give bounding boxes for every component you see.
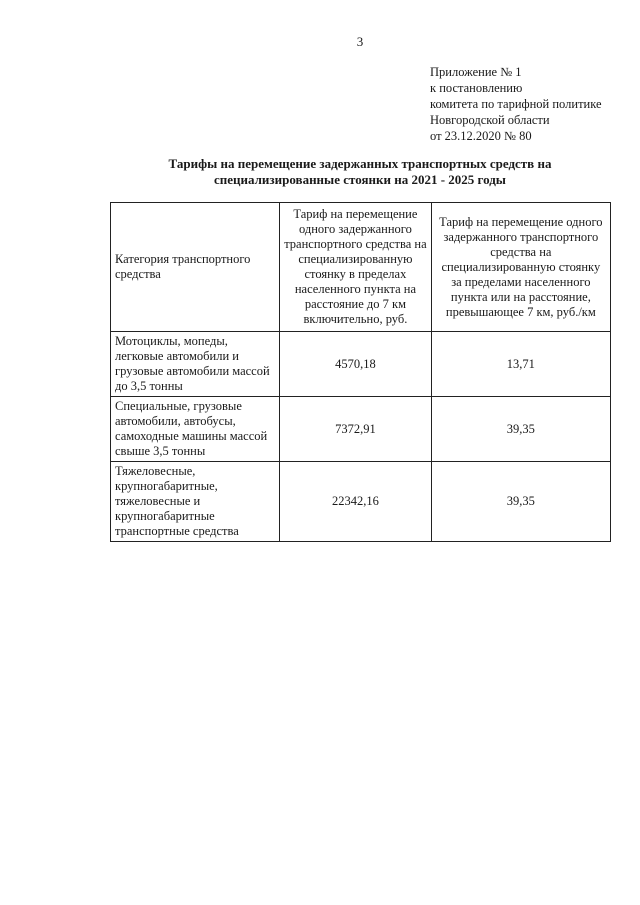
- cell-outside: 13,71: [431, 332, 610, 397]
- cell-outside: 39,35: [431, 397, 610, 462]
- header-category: Категория транспортного средства: [111, 203, 280, 332]
- table-row: [111, 462, 611, 542]
- cell-within: 4570,18: [280, 332, 432, 397]
- appendix-line: Новгородской области: [430, 113, 550, 127]
- table-header-row: [111, 203, 611, 332]
- cell-category: Мотоциклы, мопеды, легковые автомобили и грузовые автомобили массой до 3,5 тонны: [111, 332, 280, 397]
- appendix-line: к постановлению: [430, 81, 523, 95]
- cell-within: 7372,91: [280, 397, 432, 462]
- header-outside-tariff: Тариф на перемещение одного задержанного транспортного средства на специализированную стоянку за пределами населенного пункта или на расстояние, превышающее 7 км, руб./км: [431, 203, 610, 332]
- title-line: специализированные стоянки на 2021 - 2025 годы: [214, 172, 506, 187]
- table-row: [111, 397, 611, 462]
- title-line: Тарифы на перемещение задержанных транспортных средств на: [168, 156, 552, 171]
- tariff-table: [110, 202, 611, 542]
- appendix-line: комитета по тарифной политике: [430, 97, 602, 111]
- appendix-line: Приложение № 1: [430, 65, 522, 79]
- appendix-block: [430, 64, 602, 144]
- header-within-tariff: Тариф на перемещение одного задержанного транспортного средства на специализированную стоянку в пределах населенного пункта на расстояние до 7 км включительно, руб.: [280, 203, 432, 332]
- page-number: 3: [356, 34, 364, 49]
- cell-outside: 39,35: [431, 462, 610, 542]
- cell-category: Тяжеловесные, крупногабаритные, тяжеловесные и крупногабаритные транспортные средства: [111, 462, 280, 542]
- cell-within: 22342,16: [280, 462, 432, 542]
- table-row: [111, 332, 611, 397]
- cell-category: Специальные, грузовые автомобили, автобусы, самоходные машины массой свыше 3,5 тонны: [111, 397, 280, 462]
- document-title: [100, 156, 620, 188]
- appendix-line: от 23.12.2020 № 80: [430, 129, 532, 143]
